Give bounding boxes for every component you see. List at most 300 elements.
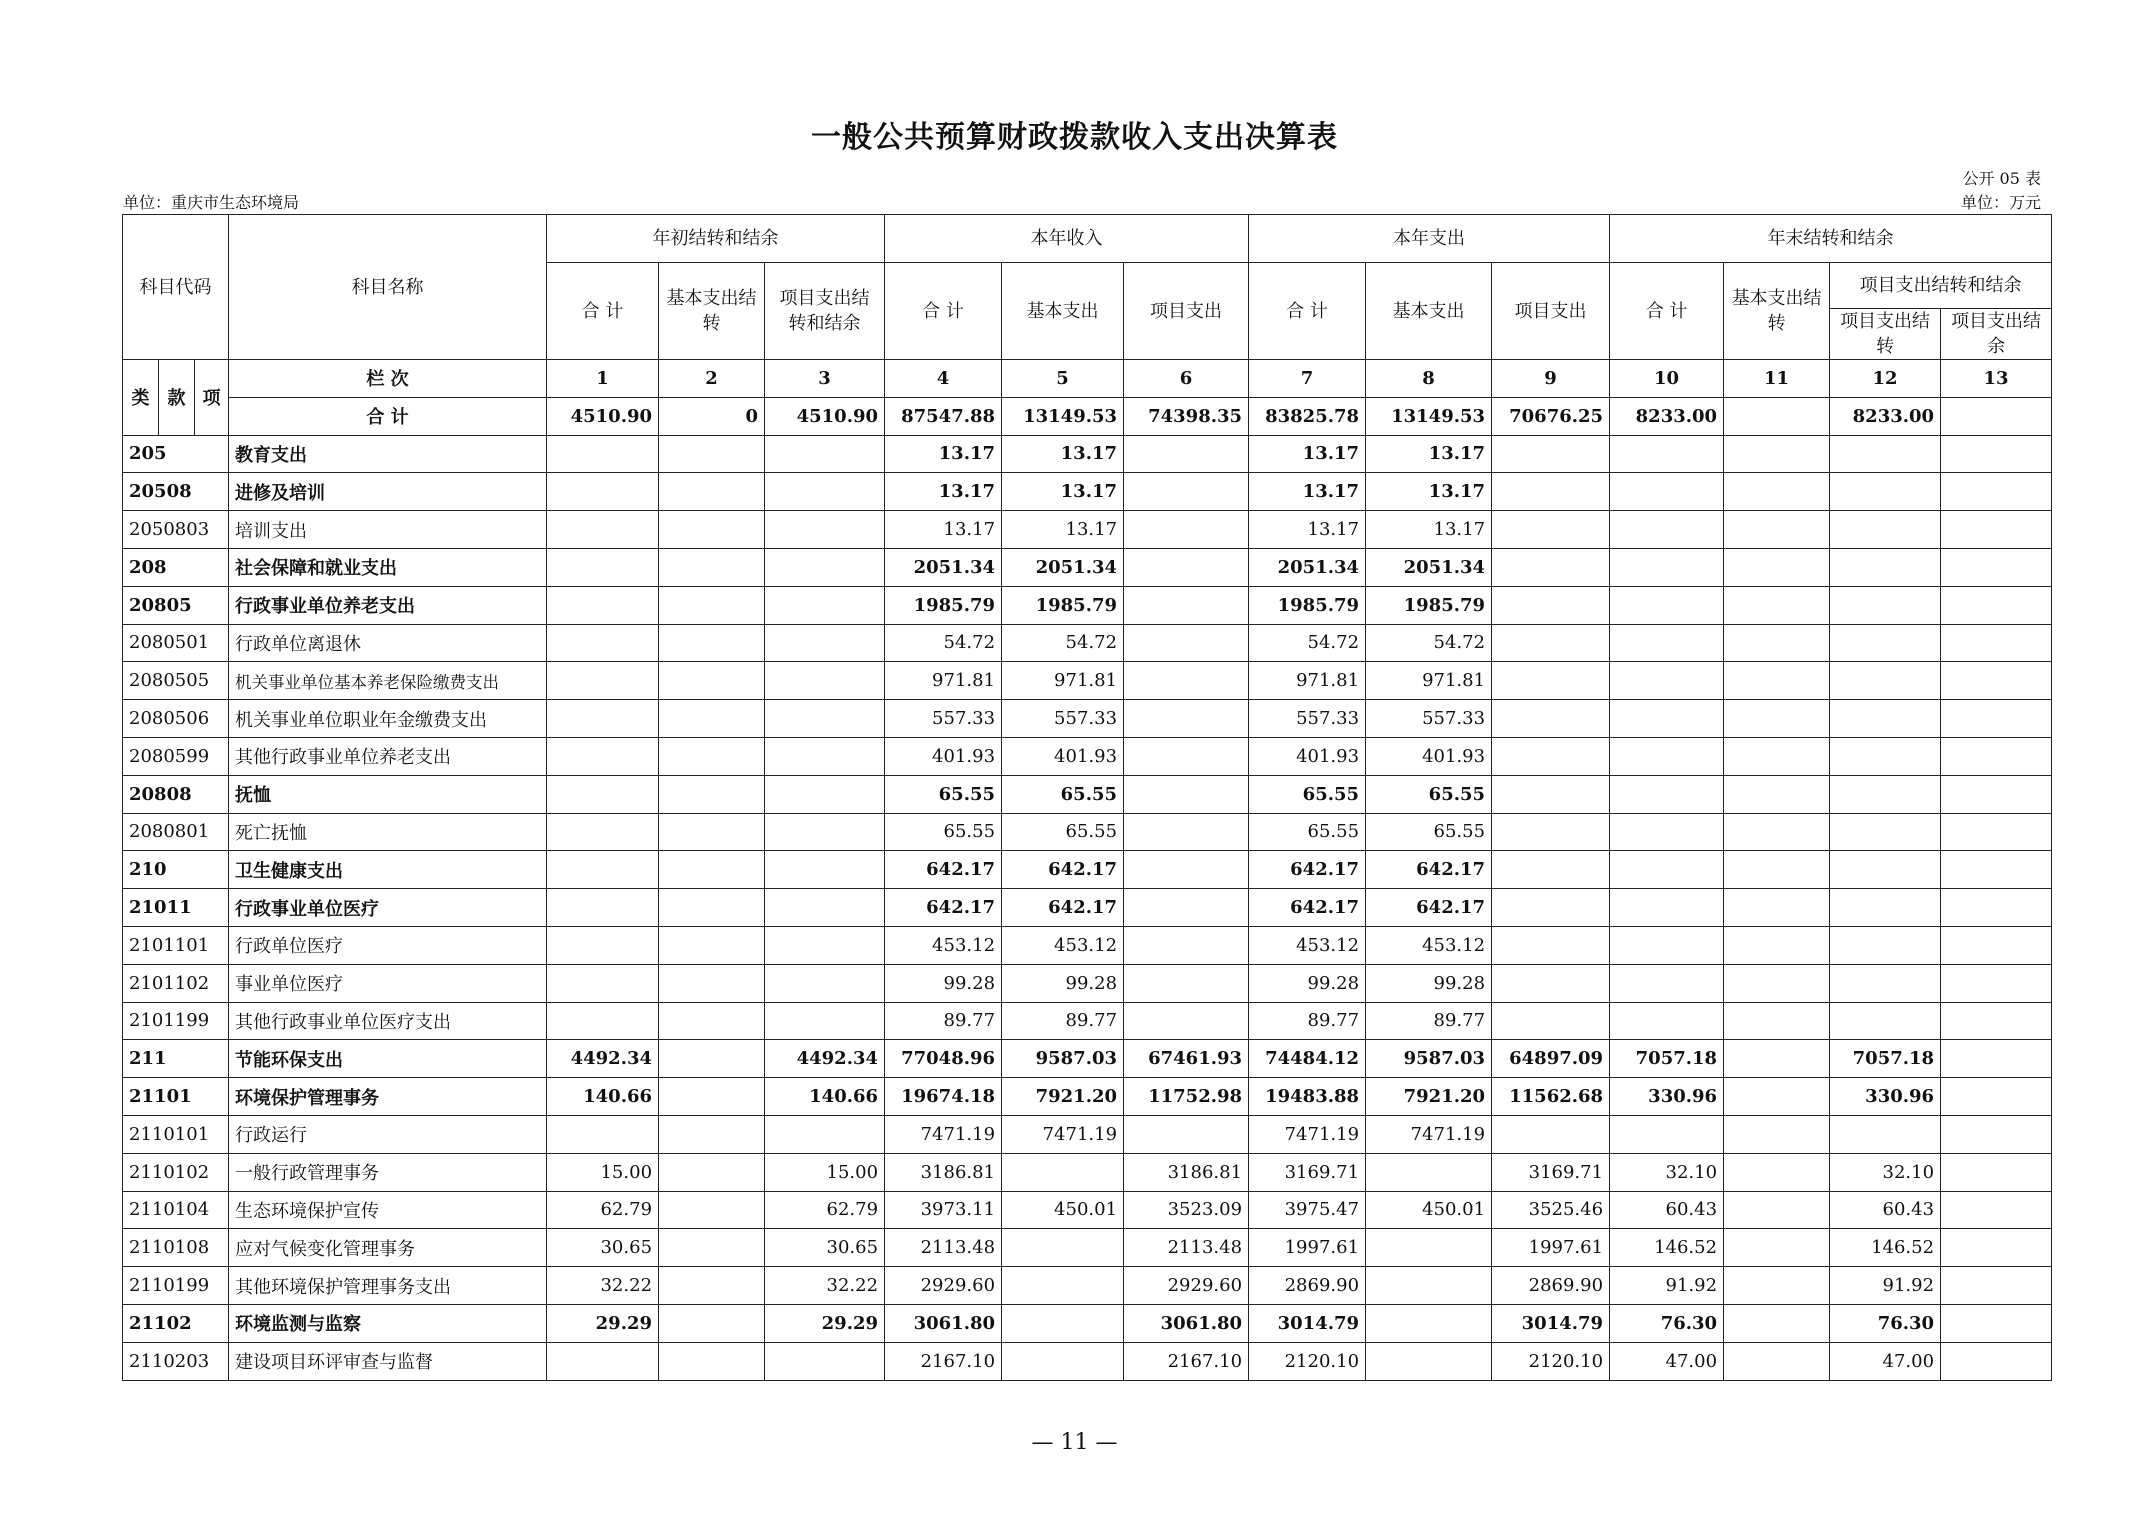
row-value [1724, 662, 1830, 700]
row-value: 2167.10 [1124, 1342, 1249, 1380]
row-value: 47.00 [1610, 1342, 1724, 1380]
total-cell: 13149.53 [1366, 397, 1492, 435]
row-value: 65.55 [1249, 813, 1366, 851]
row-value: 91.92 [1830, 1267, 1941, 1305]
row-value [659, 435, 765, 473]
row-name: 其他行政事业单位医疗支出 [229, 1002, 547, 1040]
header-name: 科目名称 [229, 215, 547, 360]
table-row [123, 700, 2052, 738]
row-value: 13.17 [1002, 511, 1124, 549]
row-value [1830, 926, 1941, 964]
table-row [123, 586, 2052, 624]
row-value [765, 737, 885, 775]
row-value [1941, 662, 2052, 700]
row-value: 3186.81 [1124, 1153, 1249, 1191]
row-value [1941, 1342, 2052, 1380]
row-value [547, 813, 659, 851]
row-value [1610, 700, 1724, 738]
row-value: 642.17 [1366, 889, 1492, 927]
header-total: 合 计 [1610, 263, 1724, 360]
row-code: 2080599 [123, 737, 229, 775]
row-value [659, 511, 765, 549]
row-value [1492, 737, 1610, 775]
row-value [547, 926, 659, 964]
header-project-carry-balance: 项目支出结转和结余 [765, 263, 885, 360]
page-title: 一般公共预算财政拨款收入支出决算表 [811, 120, 1338, 155]
row-code: 2110203 [123, 1342, 229, 1380]
column-number: 7 [1249, 360, 1366, 398]
header-project-carry-group: 项目支出结转和结余 [1830, 263, 2052, 309]
row-name: 社会保障和就业支出 [229, 548, 547, 586]
row-value [1492, 813, 1610, 851]
row-value: 11562.68 [1492, 1078, 1610, 1116]
row-name: 进修及培训 [229, 473, 547, 511]
row-value [1124, 964, 1249, 1002]
row-value: 401.93 [1002, 737, 1124, 775]
row-value [1124, 435, 1249, 473]
row-value: 13.17 [1249, 473, 1366, 511]
row-value [1492, 889, 1610, 927]
row-value [1724, 624, 1830, 662]
row-value: 7471.19 [1366, 1115, 1492, 1153]
row-value: 54.72 [1249, 624, 1366, 662]
row-value: 89.77 [1002, 1002, 1124, 1040]
row-value: 65.55 [1366, 775, 1492, 813]
row-value: 32.10 [1610, 1153, 1724, 1191]
row-code: 2101101 [123, 926, 229, 964]
row-value: 2051.34 [1366, 548, 1492, 586]
table-row [123, 662, 2052, 700]
row-value: 1985.79 [1366, 586, 1492, 624]
table-row [123, 1153, 2052, 1191]
row-value: 971.81 [1249, 662, 1366, 700]
row-value: 7921.20 [1366, 1078, 1492, 1116]
total-cell: 0 [659, 397, 765, 435]
row-code: 2110101 [123, 1115, 229, 1153]
row-value [1941, 700, 2052, 738]
row-value [1492, 700, 1610, 738]
row-value: 2051.34 [1249, 548, 1366, 586]
row-value [659, 964, 765, 1002]
table-row [123, 1115, 2052, 1153]
row-name: 行政事业单位养老支出 [229, 586, 547, 624]
row-value [1724, 1267, 1830, 1305]
row-value: 13.17 [1366, 473, 1492, 511]
row-code: 208 [123, 548, 229, 586]
row-code: 2110108 [123, 1229, 229, 1267]
row-value: 99.28 [1249, 964, 1366, 1002]
row-value: 15.00 [765, 1153, 885, 1191]
row-value [1610, 511, 1724, 549]
row-value: 330.96 [1830, 1078, 1941, 1116]
column-number: 3 [765, 360, 885, 398]
row-value [1724, 435, 1830, 473]
row-value: 9587.03 [1366, 1040, 1492, 1078]
row-name: 环境保护管理事务 [229, 1078, 547, 1116]
row-value: 2869.90 [1492, 1267, 1610, 1305]
row-value [1724, 1078, 1830, 1116]
row-code: 211 [123, 1040, 229, 1078]
row-value [1724, 926, 1830, 964]
row-value: 99.28 [1366, 964, 1492, 1002]
header-group-income: 本年收入 [885, 215, 1249, 263]
row-name: 行政单位离退休 [229, 624, 547, 662]
row-value [1610, 586, 1724, 624]
row-name: 行政运行 [229, 1115, 547, 1153]
row-value [1124, 624, 1249, 662]
row-value: 453.12 [1249, 926, 1366, 964]
row-value [1941, 1040, 2052, 1078]
row-value: 140.66 [765, 1078, 885, 1116]
row-value: 453.12 [885, 926, 1002, 964]
row-code: 21011 [123, 889, 229, 927]
row-value [1724, 1304, 1830, 1342]
row-value [1124, 700, 1249, 738]
row-value: 32.10 [1830, 1153, 1941, 1191]
row-code: 2101102 [123, 964, 229, 1002]
row-value [659, 851, 765, 889]
row-value: 557.33 [1366, 700, 1492, 738]
row-value [1724, 1115, 1830, 1153]
row-value: 450.01 [1366, 1191, 1492, 1229]
column-number: 9 [1492, 360, 1610, 398]
row-value [1610, 775, 1724, 813]
row-value [1610, 851, 1724, 889]
row-value [659, 473, 765, 511]
row-value [547, 964, 659, 1002]
header-group-expense: 本年支出 [1249, 215, 1610, 263]
table-row [123, 1342, 2052, 1380]
row-value [1492, 624, 1610, 662]
row-value: 65.55 [885, 813, 1002, 851]
table-row [123, 926, 2052, 964]
row-value [1830, 435, 1941, 473]
row-value [1941, 1267, 2052, 1305]
total-row-label: 合 计 [229, 397, 547, 435]
row-value [659, 1115, 765, 1153]
table-row [123, 511, 2052, 549]
row-value: 3169.71 [1492, 1153, 1610, 1191]
row-value [1941, 473, 2052, 511]
row-value [659, 700, 765, 738]
row-value: 62.79 [547, 1191, 659, 1229]
organization-unit: 单位：重庆市生态环境局 [123, 193, 300, 212]
table-row [123, 889, 2052, 927]
row-name: 卫生健康支出 [229, 851, 547, 889]
row-name: 培训支出 [229, 511, 547, 549]
row-value [1724, 1153, 1830, 1191]
row-value [659, 775, 765, 813]
row-value: 13.17 [885, 435, 1002, 473]
table-row [123, 1267, 2052, 1305]
header-lei: 类 [123, 360, 159, 436]
table-row [123, 473, 2052, 511]
row-value [659, 1002, 765, 1040]
total-cell: 83825.78 [1249, 397, 1366, 435]
row-value: 2120.10 [1492, 1342, 1610, 1380]
row-name: 节能环保支出 [229, 1040, 547, 1078]
row-value: 3973.11 [885, 1191, 1002, 1229]
row-value [1002, 1153, 1124, 1191]
header-total: 合 计 [1249, 263, 1366, 360]
row-value [1830, 964, 1941, 1002]
row-value: 32.22 [765, 1267, 885, 1305]
row-value [659, 737, 765, 775]
row-value: 30.65 [547, 1229, 659, 1267]
table-row [123, 851, 2052, 889]
row-value: 62.79 [765, 1191, 885, 1229]
row-value: 971.81 [1366, 662, 1492, 700]
row-value [1124, 473, 1249, 511]
table-row [123, 624, 2052, 662]
row-value [1941, 1191, 2052, 1229]
row-value [1941, 624, 2052, 662]
row-value [1124, 775, 1249, 813]
header-basic: 基本支出 [1002, 263, 1124, 360]
row-value: 3975.47 [1249, 1191, 1366, 1229]
row-value [1724, 511, 1830, 549]
row-value: 2929.60 [885, 1267, 1002, 1305]
column-number: 5 [1002, 360, 1124, 398]
row-value: 65.55 [1002, 813, 1124, 851]
row-value: 54.72 [1002, 624, 1124, 662]
row-value: 13.17 [1002, 435, 1124, 473]
row-value [1366, 1267, 1492, 1305]
header-basic: 基本支出 [1366, 263, 1492, 360]
row-value [765, 1342, 885, 1380]
total-cell: 8233.00 [1610, 397, 1724, 435]
row-value: 19674.18 [885, 1078, 1002, 1116]
row-code: 2080801 [123, 813, 229, 851]
row-value [1830, 548, 1941, 586]
row-value [1724, 889, 1830, 927]
row-value [1830, 1115, 1941, 1153]
row-value [765, 964, 885, 1002]
table-row [123, 1229, 2052, 1267]
row-value [1724, 1191, 1830, 1229]
row-value [765, 775, 885, 813]
row-value: 642.17 [885, 851, 1002, 889]
row-value: 3525.46 [1492, 1191, 1610, 1229]
row-value: 74484.12 [1249, 1040, 1366, 1078]
row-code: 2101199 [123, 1002, 229, 1040]
row-value: 453.12 [1002, 926, 1124, 964]
table-row [123, 1304, 2052, 1342]
row-value [765, 511, 885, 549]
row-value [765, 473, 885, 511]
row-value: 3186.81 [885, 1153, 1002, 1191]
row-value [1724, 586, 1830, 624]
row-code: 2080506 [123, 700, 229, 738]
row-value: 54.72 [1366, 624, 1492, 662]
row-value [1610, 926, 1724, 964]
total-cell: 70676.25 [1492, 397, 1610, 435]
row-value [1941, 1078, 2052, 1116]
row-value [1724, 473, 1830, 511]
row-value: 7471.19 [1002, 1115, 1124, 1153]
total-cell: 87547.88 [885, 397, 1002, 435]
row-value [1124, 889, 1249, 927]
row-value [1724, 964, 1830, 1002]
row-value [1002, 1342, 1124, 1380]
row-value [1724, 700, 1830, 738]
row-value [659, 1342, 765, 1380]
row-name: 事业单位医疗 [229, 964, 547, 1002]
row-value: 3014.79 [1249, 1304, 1366, 1342]
row-value [1941, 1153, 2052, 1191]
row-value [1610, 435, 1724, 473]
row-value: 1985.79 [1002, 586, 1124, 624]
row-value [1724, 1002, 1830, 1040]
row-value [1492, 473, 1610, 511]
row-value [1492, 1002, 1610, 1040]
row-value [1002, 1267, 1124, 1305]
row-value: 453.12 [1366, 926, 1492, 964]
row-value [1124, 511, 1249, 549]
row-value: 11752.98 [1124, 1078, 1249, 1116]
row-name: 一般行政管理事务 [229, 1153, 547, 1191]
row-value [659, 1153, 765, 1191]
column-number: 10 [1610, 360, 1724, 398]
row-code: 20508 [123, 473, 229, 511]
row-value [1724, 851, 1830, 889]
row-value [1124, 1002, 1249, 1040]
row-value: 642.17 [1002, 851, 1124, 889]
row-value: 401.93 [1366, 737, 1492, 775]
row-value [659, 926, 765, 964]
header-kuan: 款 [159, 360, 195, 436]
row-value: 13.17 [1249, 511, 1366, 549]
column-number: 8 [1366, 360, 1492, 398]
row-value [1610, 889, 1724, 927]
row-code: 205 [123, 435, 229, 473]
row-code: 20805 [123, 586, 229, 624]
row-value [547, 700, 659, 738]
column-number: 4 [885, 360, 1002, 398]
row-value [1724, 1040, 1830, 1078]
row-value [1830, 851, 1941, 889]
row-value [547, 1342, 659, 1380]
table-row [123, 737, 2052, 775]
row-value [765, 662, 885, 700]
row-value [1724, 1229, 1830, 1267]
row-value [1124, 586, 1249, 624]
row-value: 557.33 [1249, 700, 1366, 738]
row-value: 3061.80 [1124, 1304, 1249, 1342]
row-code: 21101 [123, 1078, 229, 1116]
total-cell: 8233.00 [1830, 397, 1941, 435]
row-value [1492, 775, 1610, 813]
row-code: 21102 [123, 1304, 229, 1342]
row-value: 4492.34 [765, 1040, 885, 1078]
row-value: 67461.93 [1124, 1040, 1249, 1078]
row-value [659, 1191, 765, 1229]
row-value: 89.77 [885, 1002, 1002, 1040]
row-value: 60.43 [1830, 1191, 1941, 1229]
column-number: 6 [1124, 360, 1249, 398]
row-value: 557.33 [1002, 700, 1124, 738]
row-value [1124, 926, 1249, 964]
row-name: 环境监测与监察 [229, 1304, 547, 1342]
row-name: 应对气候变化管理事务 [229, 1229, 547, 1267]
row-code: 2080505 [123, 662, 229, 700]
table-row [123, 1040, 2052, 1078]
row-value [1610, 813, 1724, 851]
row-value [1492, 662, 1610, 700]
row-value [547, 889, 659, 927]
row-value: 557.33 [885, 700, 1002, 738]
row-value [765, 926, 885, 964]
row-value: 1997.61 [1249, 1229, 1366, 1267]
row-value: 3014.79 [1492, 1304, 1610, 1342]
column-number: 11 [1724, 360, 1830, 398]
row-value [765, 548, 885, 586]
row-value [547, 435, 659, 473]
row-value [765, 889, 885, 927]
row-value: 1985.79 [1249, 586, 1366, 624]
header-total: 合 计 [547, 263, 659, 360]
row-value: 64897.09 [1492, 1040, 1610, 1078]
row-value: 1997.61 [1492, 1229, 1610, 1267]
currency-unit: 单位：万元 [1960, 193, 2041, 212]
row-value [1124, 737, 1249, 775]
row-value [1941, 548, 2052, 586]
row-value: 13.17 [1366, 511, 1492, 549]
row-value [1610, 624, 1724, 662]
row-value: 15.00 [547, 1153, 659, 1191]
row-value [1941, 1304, 2052, 1342]
row-value: 642.17 [1249, 851, 1366, 889]
table-row [123, 964, 2052, 1002]
row-value [1830, 662, 1941, 700]
row-value: 13.17 [885, 511, 1002, 549]
row-value [1492, 548, 1610, 586]
row-value [547, 586, 659, 624]
budget-table [122, 214, 2052, 1381]
total-cell [1941, 397, 2052, 435]
row-value [1724, 548, 1830, 586]
row-value [1830, 737, 1941, 775]
row-value [1941, 775, 2052, 813]
header-project-balance: 项目支出结余 [1941, 309, 2052, 360]
row-value: 7057.18 [1830, 1040, 1941, 1078]
row-value: 2929.60 [1124, 1267, 1249, 1305]
row-value [659, 1229, 765, 1267]
row-value: 7471.19 [1249, 1115, 1366, 1153]
row-value [1941, 813, 2052, 851]
row-name: 机关事业单位基本养老保险缴费支出 [229, 662, 547, 700]
row-value [1941, 737, 2052, 775]
row-value [547, 1115, 659, 1153]
row-value: 29.29 [765, 1304, 885, 1342]
row-value [1610, 662, 1724, 700]
header-code: 科目代码 [123, 215, 229, 360]
table-row [123, 435, 2052, 473]
row-value [765, 624, 885, 662]
row-value [1941, 586, 2052, 624]
header-basic-carry: 基本支出结转 [1724, 263, 1830, 360]
row-value [1941, 1229, 2052, 1267]
row-value: 2113.48 [885, 1229, 1002, 1267]
row-value: 3061.80 [885, 1304, 1002, 1342]
row-value [1492, 926, 1610, 964]
row-value [1724, 1342, 1830, 1380]
row-value [765, 813, 885, 851]
row-value [659, 813, 765, 851]
row-value: 77048.96 [885, 1040, 1002, 1078]
row-value [1492, 435, 1610, 473]
row-code: 2080501 [123, 624, 229, 662]
